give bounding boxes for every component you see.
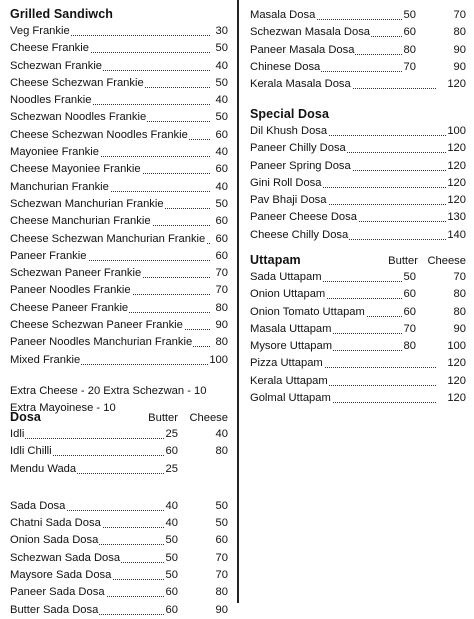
item-price: 120 — [446, 192, 466, 209]
item-price: 50 — [215, 40, 228, 57]
item-name: Cheese Schezwan Manchurian Frankie — [10, 231, 206, 248]
menu-item-row — [250, 42, 466, 59]
grilled-sandwich-section — [10, 6, 228, 417]
item-price: 60 — [215, 161, 228, 178]
cheese-price: 60 — [215, 534, 228, 547]
item-name: Schezwan Noodles Frankie — [10, 109, 147, 126]
menu-item-row — [10, 334, 228, 351]
item-price: 120 — [446, 158, 466, 175]
menu-item-row — [250, 227, 466, 244]
item-name: Paneer Sada Dosa — [10, 584, 106, 601]
item-name: Chatni Sada Dosa — [10, 515, 102, 532]
cheese-price: 80 — [215, 586, 228, 599]
menu-item-row — [10, 515, 228, 532]
dosa-continued-section — [250, 7, 466, 93]
section-title-uttapam: Uttapam — [250, 253, 301, 267]
item-name: Cheese Manchurian Frankie — [10, 213, 152, 230]
item-name: Schezwan Manchurian Frankie — [10, 196, 165, 213]
column-header-butter: Butter — [388, 255, 418, 267]
item-price: 40 — [215, 92, 228, 109]
butter-price: 60 — [403, 24, 416, 41]
menu-item-row — [10, 109, 228, 126]
item-price: 100 — [208, 352, 228, 369]
item-name: Onion Uttapam — [250, 286, 326, 303]
menu-item-row — [10, 498, 228, 515]
item-price: 130 — [446, 209, 466, 226]
menu-item-row — [250, 175, 466, 192]
item-name: Mayoniee Frankie — [10, 144, 100, 161]
cheese-price: 120 — [447, 78, 466, 91]
menu-item-row — [10, 532, 228, 549]
butter-price: 60 — [165, 602, 178, 619]
butter-price: 50 — [403, 269, 416, 286]
item-name: Dil Khush Dosa — [250, 123, 328, 140]
item-name: Paneer Spring Dosa — [250, 158, 352, 175]
menu-item-row — [250, 304, 466, 321]
cheese-price: 50 — [215, 517, 228, 530]
butter-price: 60 — [403, 304, 416, 321]
section-title-special-dosa: Special Dosa — [250, 107, 330, 121]
item-name: Schezwan Paneer Frankie — [10, 265, 142, 282]
menu-item-row — [250, 59, 466, 76]
butter-price: 80 — [403, 42, 416, 59]
item-name: Noodles Frankie — [10, 92, 92, 109]
butter-price: 25 — [165, 426, 178, 443]
menu-item-row — [10, 92, 228, 109]
menu-item-row — [250, 24, 466, 41]
item-name: Schezwan Sada Dosa — [10, 550, 121, 567]
butter-price: 50 — [165, 567, 178, 584]
grilled-sandwich-list — [10, 23, 228, 369]
item-name: Cheese Schezwan Paneer Frankie — [10, 317, 184, 334]
menu-item-row — [10, 196, 228, 213]
item-name: Masala Uttapam — [250, 321, 332, 338]
item-name: Chinese Dosa — [250, 59, 321, 76]
item-name: Cheese Frankie — [10, 40, 90, 57]
item-price: 40 — [215, 144, 228, 161]
menu-item-row — [250, 321, 466, 338]
menu-item-row — [250, 158, 466, 175]
item-price: 100 — [446, 123, 466, 140]
item-name: Manchurian Frankie — [10, 179, 110, 196]
menu-item-row — [10, 550, 228, 567]
menu-item-row — [250, 269, 466, 286]
column-header-cheese: Cheese — [189, 412, 228, 424]
column-divider — [237, 0, 239, 603]
menu-item-row — [10, 127, 228, 144]
menu-item-row — [10, 584, 228, 601]
item-name: Butter Sada Dosa — [10, 602, 99, 619]
item-price: 30 — [215, 23, 228, 40]
butter-price: 60 — [403, 286, 416, 303]
item-name: Paneer Noodles Manchurian Frankie — [10, 334, 193, 351]
menu-item-row — [10, 300, 228, 317]
item-price: 120 — [446, 140, 466, 157]
column-header-butter: Butter — [148, 412, 178, 424]
cheese-price: 80 — [453, 305, 466, 318]
uttapam-list — [250, 269, 466, 407]
dosa-continued-list — [250, 7, 466, 93]
menu-item-row — [10, 282, 228, 299]
butter-price: 70 — [403, 321, 416, 338]
item-name: Cheese Schezwan Frankie — [10, 75, 145, 92]
menu-item-row — [10, 40, 228, 57]
item-name: Veg Frankie — [10, 23, 71, 40]
item-price: 40 — [215, 179, 228, 196]
menu-item-row — [250, 209, 466, 226]
item-price: 70 — [215, 282, 228, 299]
section-title-grilled-sandwich: Grilled Sandiwch — [10, 7, 114, 21]
item-price: 140 — [446, 227, 466, 244]
item-price: 50 — [215, 196, 228, 213]
item-name: Paneer Frankie — [10, 248, 88, 265]
menu-item-row — [10, 567, 228, 584]
item-name: Cheese Mayoniee Frankie — [10, 161, 142, 178]
item-name: Kerala Masala Dosa — [250, 76, 352, 93]
menu-item-row — [250, 338, 466, 355]
butter-price: 70 — [403, 59, 416, 76]
menu-item-row — [250, 286, 466, 303]
menu-item-row — [10, 144, 228, 161]
item-name: Paneer Cheese Dosa — [250, 209, 358, 226]
cheese-price: 80 — [215, 445, 228, 458]
item-name: Paneer Masala Dosa — [250, 42, 355, 59]
butter-price: 80 — [403, 338, 416, 355]
item-name: Kerala Uttapam — [250, 373, 329, 390]
dot-leader — [10, 438, 166, 439]
extras-note-line2: Extra Mayoinese - 10 — [10, 401, 116, 414]
item-name: Cheese Paneer Frankie — [10, 300, 129, 317]
menu-item-row — [250, 390, 466, 407]
butter-price: 40 — [165, 515, 178, 532]
item-name: Mixed Frankie — [10, 352, 81, 369]
cheese-price: 70 — [215, 551, 228, 564]
menu-item-row — [250, 123, 466, 140]
menu-item-row — [10, 75, 228, 92]
uttapam-header — [250, 252, 466, 269]
dosa-header — [10, 409, 228, 426]
menu-item-row — [10, 231, 228, 248]
butter-price: 25 — [165, 461, 178, 478]
item-name: Onion Tomato Uttapam — [250, 304, 366, 321]
menu-item-row — [10, 443, 228, 460]
dosa-list-b — [10, 498, 228, 619]
item-name: Paneer Chilly Dosa — [250, 140, 347, 157]
menu-item-row — [10, 602, 228, 619]
cheese-price: 120 — [447, 357, 466, 370]
cheese-price: 90 — [215, 603, 228, 616]
item-name: Paneer Noodles Frankie — [10, 282, 132, 299]
item-name: Pizza Uttapam — [250, 355, 324, 372]
butter-price: 60 — [165, 443, 178, 460]
cheese-price: 90 — [453, 60, 466, 73]
item-price: 50 — [215, 75, 228, 92]
cheese-price: 90 — [453, 43, 466, 56]
menu-item-row — [10, 58, 228, 75]
item-price: 90 — [215, 317, 228, 334]
item-name: Maysore Sada Dosa — [10, 567, 112, 584]
cheese-price: 80 — [453, 288, 466, 301]
item-name: Schezwan Masala Dosa — [250, 24, 371, 41]
menu-item-row — [10, 161, 228, 178]
cheese-price: 80 — [453, 26, 466, 39]
item-name: Sada Uttapam — [250, 269, 323, 286]
item-price: 80 — [215, 300, 228, 317]
item-price: 120 — [446, 175, 466, 192]
butter-price: 60 — [165, 584, 178, 601]
item-price: 50 — [215, 109, 228, 126]
cheese-price: 70 — [453, 271, 466, 283]
menu-item-row — [250, 355, 466, 372]
item-price: 60 — [215, 231, 228, 248]
item-name: Idli Chilli — [10, 443, 53, 460]
item-price: 60 — [215, 127, 228, 144]
item-name: Masala Dosa — [250, 7, 316, 24]
cheese-price: 70 — [215, 569, 228, 582]
cheese-price: 90 — [453, 322, 466, 335]
cheese-price: 100 — [447, 340, 466, 353]
item-name: Cheese Schezwan Noodles Frankie — [10, 127, 189, 144]
menu-item-row — [250, 373, 466, 390]
menu-item-row — [250, 76, 466, 93]
item-price: 60 — [215, 248, 228, 265]
menu-item-row — [10, 179, 228, 196]
extras-note-line1: Extra Cheese - 20 Extra Schezwan - 10 — [10, 384, 207, 397]
menu-item-row — [10, 248, 228, 265]
menu-item-row — [10, 426, 228, 443]
cheese-price: 120 — [447, 374, 466, 387]
item-name: Cheese Chilly Dosa — [250, 227, 349, 244]
item-name: Idli — [10, 426, 25, 443]
item-name: Pav Bhaji Dosa — [250, 192, 328, 209]
menu-item-row — [250, 140, 466, 157]
special-dosa-section — [250, 106, 466, 244]
menu-item-row — [10, 317, 228, 334]
column-header-cheese: Cheese — [427, 255, 466, 267]
menu-item-row — [250, 192, 466, 209]
cheese-price: 120 — [447, 392, 466, 405]
special-dosa-list — [250, 123, 466, 244]
section-title-dosa: Dosa — [10, 410, 41, 424]
butter-price: 50 — [403, 7, 416, 24]
item-price: 40 — [215, 58, 228, 75]
item-name: Mendu Wada — [10, 461, 77, 478]
menu-item-row — [10, 352, 228, 369]
item-name: Golmal Uttapam — [250, 390, 332, 407]
cheese-price: 40 — [215, 428, 228, 440]
item-name: Gini Roll Dosa — [250, 175, 323, 192]
menu-item-row — [250, 7, 466, 24]
menu-item-row — [10, 213, 228, 230]
cheese-price: 70 — [453, 9, 466, 21]
cheese-price: 50 — [215, 499, 228, 512]
item-name: Schezwan Frankie — [10, 58, 103, 75]
item-name: Mysore Uttapam — [250, 338, 333, 355]
menu-item-row — [10, 265, 228, 282]
menu-item-row — [10, 461, 228, 478]
butter-price: 50 — [165, 532, 178, 549]
item-price: 80 — [215, 334, 228, 351]
item-name: Onion Sada Dosa — [10, 532, 99, 549]
item-name: Sada Dosa — [10, 498, 66, 515]
butter-price: 40 — [165, 498, 178, 515]
dosa-section — [10, 409, 228, 619]
item-price: 60 — [215, 213, 228, 230]
dosa-list-a — [10, 426, 228, 478]
item-price: 70 — [215, 265, 228, 282]
menu-item-row — [10, 23, 228, 40]
uttapam-section — [250, 252, 466, 407]
butter-price: 50 — [165, 550, 178, 567]
